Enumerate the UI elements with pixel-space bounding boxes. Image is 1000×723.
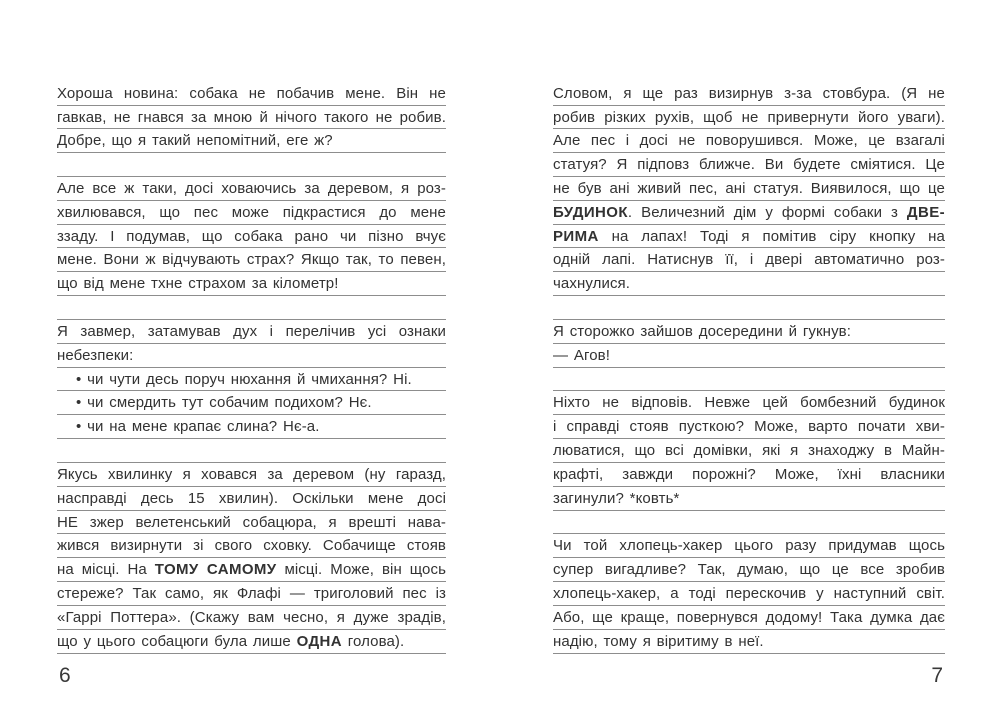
body-text: . Величезний дім у формі собаки з bbox=[627, 203, 907, 221]
text-line bbox=[57, 129, 446, 153]
text-line bbox=[553, 225, 945, 249]
body-text: • чи смердить тут собачим подихом? Нє. bbox=[76, 394, 372, 412]
text-line bbox=[57, 534, 446, 558]
text-line bbox=[57, 248, 446, 272]
body-text: голова). bbox=[342, 632, 405, 650]
body-text: гавкав, не гнався за мною й нічого такого не робив. bbox=[57, 108, 446, 126]
body-text: «Гаррі Поттера». (Скажу вам чесно, я дуже зрадів, bbox=[57, 608, 446, 626]
body-text: крафті, завжди порожні? Може, їхні власники bbox=[553, 465, 945, 483]
body-text: на лапах! Тоді я помітив сіру кнопку на bbox=[598, 227, 945, 245]
text-line bbox=[553, 630, 945, 654]
page-number-left: 6 bbox=[59, 664, 71, 687]
text-line bbox=[553, 320, 945, 344]
body-text: робив різких рухів, щоб не привернути його уваги). bbox=[553, 108, 945, 126]
body-text: — Агов! bbox=[553, 346, 610, 364]
emphasized-text: ДВЕ- bbox=[906, 203, 945, 221]
page-right-text-block bbox=[553, 82, 945, 654]
body-text: Але пес і досі не поворушився. Може, це взагалі bbox=[553, 132, 945, 150]
body-text: • чи на мене крапає слина? Нє-а. bbox=[76, 418, 320, 436]
text-line bbox=[57, 630, 446, 654]
body-text: люватися, що всі домівки, які я знаходжу в Майн- bbox=[553, 442, 945, 460]
text-line bbox=[553, 248, 945, 272]
body-text: і справді стояв пусткою? Може, варто почати хви- bbox=[553, 418, 945, 436]
blank-ruled-line bbox=[553, 368, 945, 392]
text-line bbox=[553, 177, 945, 201]
text-line bbox=[57, 415, 446, 439]
body-text: Чи той хлопець-хакер цього разу придумав щось bbox=[553, 537, 945, 555]
body-text: що від мене тхне страхом за кілометр! bbox=[57, 275, 339, 293]
page-right bbox=[553, 0, 945, 723]
body-text: не був ані живий пес, ані статуя. Виявилося, що це bbox=[553, 180, 945, 197]
text-line bbox=[553, 344, 945, 368]
body-text: Я сторожко зайшов досередини й гукнув: bbox=[553, 322, 851, 340]
blank-ruled-line bbox=[57, 296, 446, 320]
body-text: НЕ зжер велетенський собацюра, я врешті нава- bbox=[57, 513, 446, 531]
body-text: ззаду. І подумав, що собака рано чи пізно вчує bbox=[57, 227, 446, 245]
body-text: • чи чути десь поруч нюхання й чмихання? Ні. bbox=[76, 370, 412, 388]
blank-ruled-line bbox=[553, 296, 945, 320]
text-line bbox=[553, 391, 945, 415]
emphasized-text: ОДНА bbox=[296, 632, 342, 650]
text-line bbox=[57, 463, 446, 487]
body-text: хвилювався, що пес може підкрастися до мене bbox=[57, 203, 446, 221]
text-line bbox=[57, 558, 446, 582]
text-line bbox=[57, 225, 446, 249]
page-left bbox=[57, 0, 446, 723]
text-line bbox=[57, 582, 446, 606]
body-text: що у цього собацюги була лише bbox=[57, 632, 297, 650]
text-line bbox=[57, 511, 446, 535]
text-line bbox=[57, 82, 446, 106]
text-line bbox=[553, 272, 945, 296]
body-text: Хороша новина: собака не побачив мене. Він не bbox=[57, 84, 446, 102]
body-text: на місці. На bbox=[57, 561, 155, 579]
text-line bbox=[553, 606, 945, 630]
text-line bbox=[553, 415, 945, 439]
text-line bbox=[57, 272, 446, 296]
text-line bbox=[553, 582, 945, 606]
blank-ruled-line bbox=[57, 153, 446, 177]
text-line bbox=[57, 201, 446, 225]
body-text: Або, ще краще, повернувся додому! Така думка дає bbox=[553, 608, 945, 626]
text-line bbox=[57, 344, 446, 368]
body-text: мене. Вони ж відчувають страх? Якщо так, то певен, bbox=[57, 251, 446, 269]
text-line bbox=[57, 606, 446, 630]
body-text: Добре, що я такий непомітний, еге ж? bbox=[57, 132, 333, 150]
body-text: хлопець-хакер, а тоді перескочив у наступний світ. bbox=[553, 585, 945, 603]
text-line bbox=[57, 368, 446, 392]
body-text: супер вигадливе? Так, думаю, що це все зробив bbox=[553, 561, 945, 579]
page-left-text-block bbox=[57, 82, 446, 654]
body-text: Але все ж таки, досі ховаючись за деревом, я роз- bbox=[57, 180, 446, 197]
text-line bbox=[553, 463, 945, 487]
text-line bbox=[57, 177, 446, 201]
page-number-right: 7 bbox=[931, 664, 943, 687]
body-text: Якусь хвилинку я ховався за деревом (ну гаразд, bbox=[57, 465, 446, 483]
text-line bbox=[57, 487, 446, 511]
body-text: стереже? Так само, як Флафі — триголовий пес із bbox=[57, 585, 446, 603]
body-text: жився визирнути зі свого сховку. Собачище стояв bbox=[57, 537, 446, 555]
emphasized-text: РИМА bbox=[553, 227, 599, 245]
body-text: загинули? *ковть* bbox=[553, 489, 680, 507]
body-text: небезпеки: bbox=[57, 346, 134, 364]
text-line bbox=[553, 201, 945, 225]
blank-ruled-line bbox=[57, 439, 446, 463]
text-line bbox=[553, 439, 945, 463]
text-line bbox=[553, 82, 945, 106]
body-text: надію, тому я віритиму в неї. bbox=[553, 632, 764, 650]
text-line bbox=[553, 106, 945, 130]
text-line bbox=[553, 487, 945, 511]
emphasized-text: БУДИНОК bbox=[553, 203, 628, 221]
body-text: чахнулися. bbox=[553, 275, 631, 293]
text-line bbox=[553, 558, 945, 582]
body-text: статуя? Я підповз ближче. Ви будете сміятися. Це bbox=[553, 156, 945, 174]
text-line bbox=[553, 534, 945, 558]
text-line bbox=[553, 153, 945, 177]
body-text: одній лапі. Натиснув її, і двері автоматично роз- bbox=[553, 251, 945, 269]
body-text: Словом, я ще раз визирнув з-за стовбура. (Я не bbox=[553, 84, 945, 102]
text-line bbox=[553, 129, 945, 153]
text-line bbox=[57, 106, 446, 130]
body-text: Я завмер, затамував дух і перелічив усі ознаки bbox=[57, 322, 446, 340]
text-line bbox=[57, 320, 446, 344]
blank-ruled-line bbox=[553, 511, 945, 535]
body-text: місці. Може, він щось bbox=[276, 561, 446, 579]
body-text: насправді десь 15 хвилин). Оскільки мене досі bbox=[57, 489, 446, 507]
text-line bbox=[57, 391, 446, 415]
emphasized-text: ТОМУ САМОМУ bbox=[154, 561, 277, 579]
body-text: Ніхто не відповів. Невже цей бомбезний будинок bbox=[553, 394, 945, 412]
